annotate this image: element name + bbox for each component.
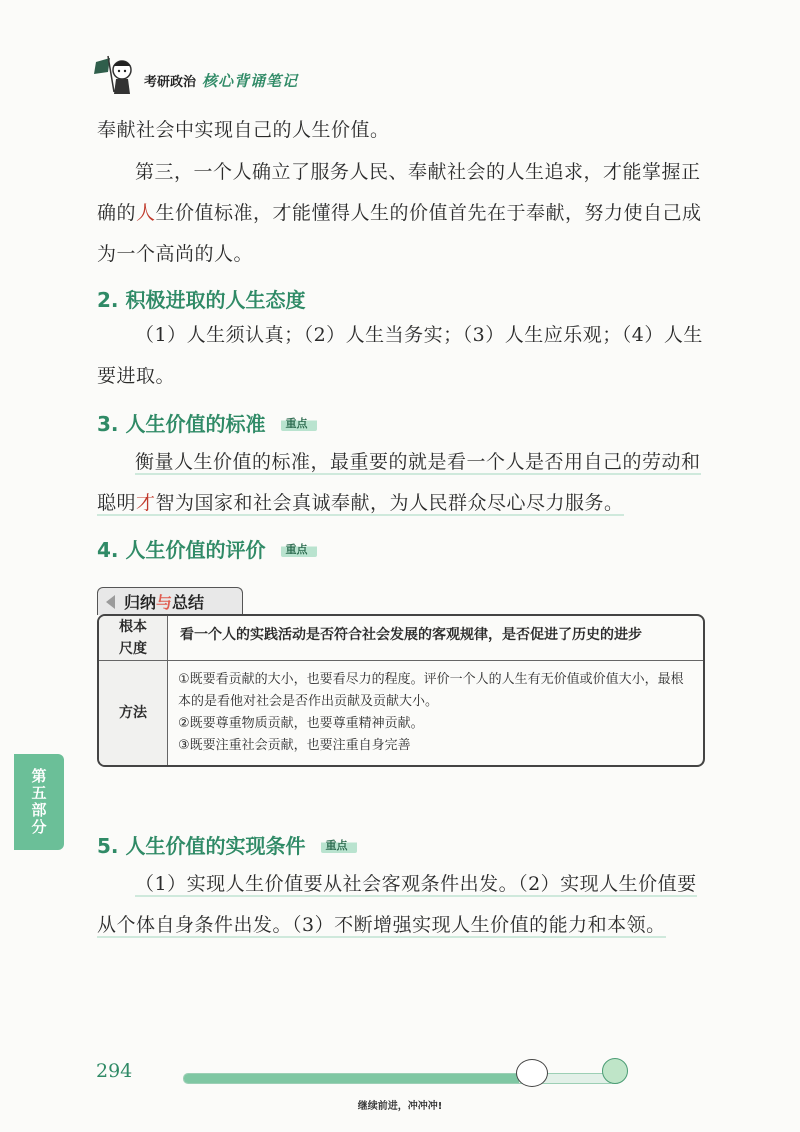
mascot-flag-icon — [94, 52, 138, 96]
row-header-criterion: 根本 尺度 — [99, 616, 168, 660]
label-arrow-icon — [106, 595, 115, 609]
section-title-2: 2. 积极进取的人生态度 — [97, 288, 306, 312]
table-row — [99, 660, 703, 765]
summary-label: 归纳 与 总结 — [97, 587, 243, 615]
side-tab-part[interactable]: 第五部分 — [14, 754, 64, 850]
section-title-5: 5. 人生价值的实现条件 重点 — [97, 830, 357, 859]
summary-table — [97, 614, 705, 767]
page-number: 294 — [96, 1060, 133, 1082]
method-item: ②既要尊重物质贡献，也要尊重精神贡献。 — [178, 716, 424, 731]
row-header-method: 方法 — [99, 661, 168, 765]
key-point-tag: 重点 — [321, 837, 357, 853]
progress-fill — [184, 1074, 519, 1083]
mascot-face-icon — [516, 1059, 548, 1087]
brand-title: 核心背诵笔记 — [202, 72, 299, 90]
page-header — [94, 52, 298, 96]
table-row — [99, 616, 703, 660]
method-item: ①既要看贡献的大小，也要看尽力的程度。评价一个人的人生有无价值或价值大小，最根本的是看他对社会是否作出贡献及贡献大小。 — [178, 672, 684, 709]
paragraph-continuation: 奉献社会中实现自己的人生价值。 — [97, 119, 390, 141]
row-text-method — [168, 661, 703, 765]
section-title-4: 4. 人生价值的评价 重点 — [97, 534, 317, 563]
progress-end-icon — [602, 1058, 628, 1084]
section-title-3: 3. 人生价值的标准 重点 — [97, 408, 317, 437]
brand-subject: 考研政治 — [144, 75, 197, 90]
footer-slogan: 继续前进，冲冲冲! — [357, 1101, 443, 1112]
key-point-tag: 重点 — [281, 541, 317, 557]
section-2-body: （1）人生须认真；（2）人生当务实；（3）人生应乐观；（4）人生要进取。 — [97, 324, 703, 387]
reading-progress-bar — [183, 1073, 615, 1084]
key-point-tag: 重点 — [281, 415, 317, 431]
paragraph-third: 第三，一个人确立了服务人民、奉献社会的人生追求，才能掌握正确的人生价值标准，才能懂得人生的价值首先在于奉献，努力使自己成为一个高尚的人。 — [97, 161, 702, 265]
section-3-body: 衡量人生价值的标准，最重要的就是看一个人是否用自己的劳动和聪明才智为国家和社会真诚奉献，为人民群众尽心尽力服务。 — [97, 451, 701, 514]
method-item: ③既要注重社会贡献，也要注重自身完善 — [178, 738, 411, 753]
row-text-criterion: 看一个人的实践活动是否符合社会发展的客观规律，是否促进了历史的进步 — [180, 627, 642, 643]
section-5-body: （1）实现人生价值要从社会客观条件出发。（2）实现人生价值要 从个体自身条件出发。（3）不断增强实现人生价值的能力和本领。 — [97, 873, 697, 936]
